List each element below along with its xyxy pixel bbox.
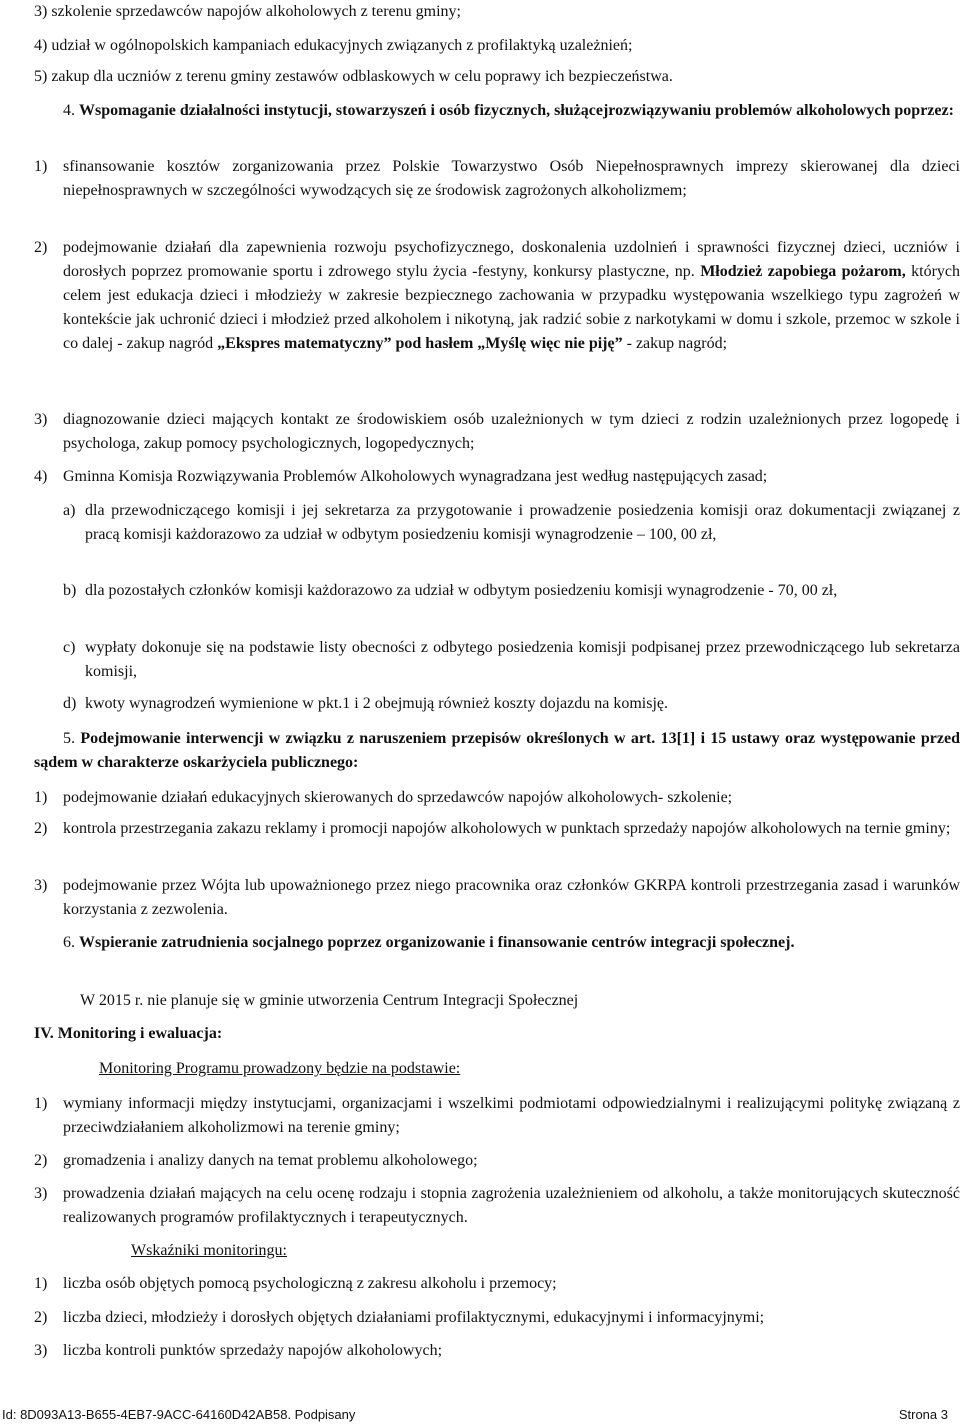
section-5-item-1 (34, 786, 960, 810)
subitem-b (63, 579, 960, 603)
top-line-3: 3) szkolenie sprzedawców napojów alkoholowych z terenu gminy; (34, 3, 461, 20)
subitem-text: dla pozostałych członków komisji każdorazowo za udział w odbytym posiedzeniu komisji wynagrodzenie - 70, 00 zł, (85, 582, 838, 599)
item-number: 2) (34, 1309, 48, 1326)
item-text: podejmowanie przez Wójta lub upoważnionego przez niego pracownika oraz członków GKRPA kontroli przestrzegania zasad i warunków korzystania z zezwolenia. (63, 877, 960, 918)
item-text (63, 236, 960, 356)
section-5-item-3 (34, 874, 960, 922)
item-number: 1) (34, 158, 48, 175)
indicators-heading: Wskaźniki monitoringu: (131, 1242, 287, 1259)
item-number: 3) (34, 1185, 48, 1202)
item-text: wymiany informacji między instytucjami, organizacjami i wszelkimi podmiotami odpowiedzialnymi i realizującymi politykę związaną z przeciwdziałaniem alkoholizmowi na terenie gminy; (63, 1095, 960, 1136)
subitem-text: dla przewodniczącego komisji i jej sekretarza za przygotowanie i prowadzenie posiedzenia komisji oraz dokumentacji związanej z pracą komisji każdorazowo za udział w odbytym posiedzeniu komisji wynagrodzenie – 100, 00 zł, (85, 502, 960, 543)
item-text: liczba osób objętych pomocą psychologiczną z zakresu alkoholu i przemocy; (63, 1275, 557, 1292)
page-number: Strona 3 (898, 1407, 948, 1422)
subitem-d (63, 692, 960, 716)
section-5-number: 5. (63, 730, 75, 747)
subitem-letter: a) (63, 502, 76, 519)
section-4-item-3 (34, 408, 960, 456)
item-number: 1) (34, 1275, 48, 1292)
section-6-note: W 2015 r. nie planuje się w gminie utworzenia Centrum Integracji Społecznej (80, 992, 579, 1009)
section-5-item-2 (34, 817, 960, 841)
item-number: 4) (34, 468, 48, 485)
item-text: gromadzenia i analizy danych na temat problemu alkoholowego; (63, 1152, 478, 1169)
section-4-item-2 (34, 236, 960, 356)
monitoring-item-1 (34, 1092, 960, 1140)
item-text: prowadzenia działań mających na celu ocenę rodzaju i stopnia zagrożenia uzależnieniem od alkoholu, a także monitorujących skuteczność realizowanych programów profilaktycznych i terapeutycznych. (63, 1185, 960, 1226)
monitoring-item-3 (34, 1182, 960, 1230)
subitem-letter: d) (63, 695, 77, 712)
item-text: diagnozowanie dzieci mających kontakt ze środowiskiem osób uzależnionych w tym dzieci z rodzin uzależnionych przez logopedę i psychologa, zakup pomocy psychologicznych, logopedycznych; (63, 411, 960, 452)
section-iv-heading: IV. Monitoring i ewaluacja: (34, 1025, 223, 1042)
item-number: 1) (34, 789, 48, 806)
subitem-a (63, 499, 960, 547)
section-4-number: 4. (63, 102, 75, 119)
indicator-item-1 (34, 1272, 960, 1296)
section-6-number: 6. (63, 934, 75, 951)
item-text: sfinansowanie kosztów zorganizowania przez Polskie Towarzystwo Osób Niepełnosprawnych imprezy skierowanej dla dzieci niepełnosprawnych w szczególności wywodzących się ze środowisk zagrożonych alkoholizmem; (63, 158, 960, 199)
subitem-text: kwoty wynagrodzeń wymienione w pkt.1 i 2 obejmują również koszty dojazdu na komisję. (85, 695, 668, 712)
subitem-letter: b) (63, 582, 77, 599)
monitoring-basis-heading: Monitoring Programu prowadzony będzie na podstawie: (99, 1060, 461, 1077)
top-line-5: 5) zakup dla uczniów z terenu gminy zestawów odblaskowych w celu poprawy ich bezpieczeństwa. (34, 68, 673, 85)
item-number: 3) (34, 411, 48, 428)
item-bold-title: Młodzież zapobiega pożarom, (700, 263, 906, 280)
subitem-text: wypłaty dokonuje się na podstawie listy obecności z odbytego posiedzenia komisji podpisanej przez przewodniczącego lub sekretarza komisji, (85, 639, 960, 680)
section-4-item-1 (34, 155, 960, 203)
item-number: 2) (34, 1152, 48, 1169)
section-6-heading (34, 931, 960, 955)
item-text-part: podejmowanie działań dla zapewnienia rozwoju psychofizycznego, doskonalenia uzdolnień i sprawności fizycznej dzieci, uczniów i dorosłych poprzez promowanie sportu i zdrowego stylu życia -festyny, konkursy plastyczne, np. (63, 239, 960, 280)
item-text: Gminna Komisja Rozwiązywania Problemów Alkoholowych wynagradzana jest według następujących zasad; (63, 468, 768, 485)
section-5-heading (34, 727, 960, 775)
monitoring-item-2 (34, 1149, 960, 1173)
section-6-title: Wspieranie zatrudnienia socjalnego poprzez organizowanie i finansowanie centrów integracji społecznej. (79, 934, 795, 951)
item-text: kontrola przestrzegania zakazu reklamy i promocji napojów alkoholowych w punktach sprzedaży napojów alkoholowych na ternie gminy; (63, 820, 951, 837)
item-number: 3) (34, 877, 48, 894)
section-4-heading (34, 99, 960, 123)
subitem-letter: c) (63, 639, 76, 656)
item-text-part: - zakup nagród; (622, 335, 728, 352)
item-text: podejmowanie działań edukacyjnych skierowanych do sprzedawców napojów alkoholowych- szkolenie; (63, 789, 733, 806)
section-4-title: Wspomaganie działalności instytucji, stowarzyszeń i osób fizycznych, służącejrozwiązywaniu problemów alkoholowych poprzez: (79, 102, 954, 119)
section-5-title: Podejmowanie interwencji w związku z naruszeniem przepisów określonych w art. 13[1] i 15 ustawy oraz występowanie przed sądem w charakterze oskarżyciela publicznego: (34, 730, 960, 771)
item-number: 1) (34, 1095, 48, 1112)
page-footer (0, 1404, 960, 1426)
item-text: liczba dzieci, młodzieży i dorosłych objętych działaniami profilaktycznymi, edukacyjnymi i informacyjnymi; (63, 1309, 765, 1326)
item-number: 2) (34, 239, 48, 256)
document-id: Id: 8D093A13-B655-4EB7-9ACC-64160D42AB58. Podpisany (2, 1407, 356, 1422)
indicator-item-2 (34, 1306, 960, 1330)
item-bold-title: „Ekspres matematyczny” pod hasłem „Myślę więc nie piję” (217, 335, 623, 352)
item-text-part: których celem jest edukacja dzieci i młodzieży w zakresie bezpiecznego zachowania w przypadku występowania wszelkiego typu zagrożeń w kontekście jak uchronić dzieci i młodzież przed alkoholem i nikotyną, jak radzić sobie z narkotykami w domu i szkole, przemoc w szkole i co dalej - zakup nagród (63, 263, 960, 352)
item-number: 3) (34, 1342, 48, 1359)
subitem-c (63, 636, 960, 684)
item-text: liczba kontroli punktów sprzedaży napojów alkoholowych; (63, 1342, 443, 1359)
top-line-4: 4) udział w ogólnopolskich kampaniach edukacyjnych związanych z profilaktyką uzależnień; (34, 37, 633, 54)
section-4-item-4 (34, 465, 960, 489)
indicator-item-3 (34, 1339, 960, 1363)
item-number: 2) (34, 820, 48, 837)
